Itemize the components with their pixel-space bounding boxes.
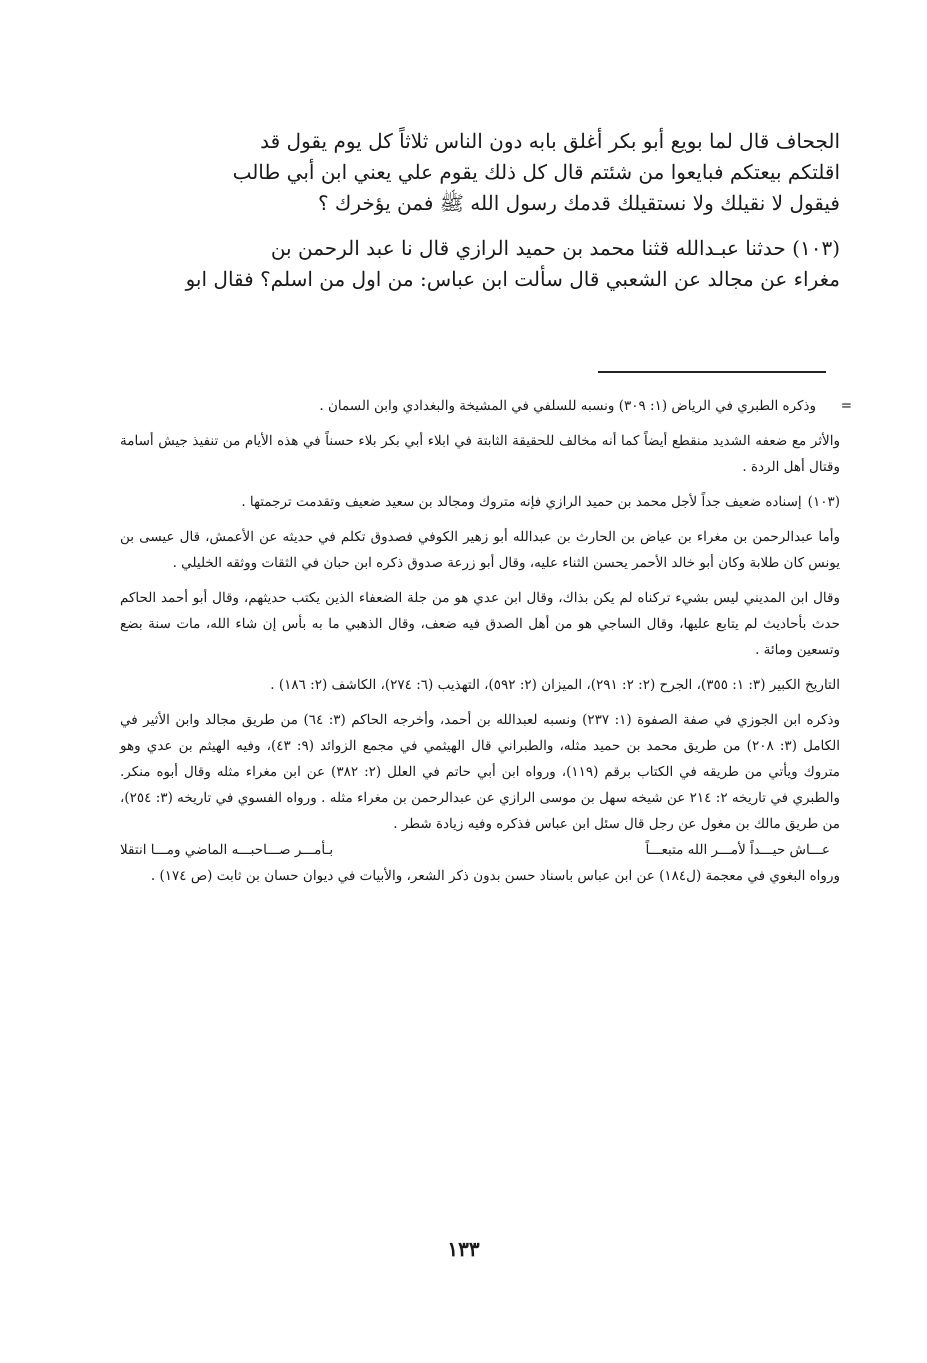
poem-hemistich-left: بـأمـــر صـــاحبـــه الماضي ومـــا انتقلا (120, 842, 334, 858)
footnote-number: (١٠٣) (807, 494, 840, 510)
main-text (120, 126, 840, 295)
poem-verse (120, 837, 840, 863)
poem-hemistich-right: عـــاش حيـــداً لأمـــر الله متبعـــاً (645, 842, 830, 858)
footnote-separator (598, 371, 826, 373)
footnotes (120, 393, 852, 889)
footnote: وأما عبدالرحمن بن مغراء بن عياض بن الحارث بن عبدالله أبو زهير الكوفي فصدوق تكلم في حديثه عن الأعمش، قال عيسى بن يونس كان طلابة وكان أبو خالد الأحمر يحسن الثناء عليه، وقال أبو زرعة صدوق ذكره ابن حبان في الثقات ووثقه الخليلي . (120, 529, 840, 571)
main-line: مغراء عن مجالد عن الشعبي قال سألت ابن عباس: من اول من اسلم؟ فقال ابو (185, 267, 840, 291)
footnote: وقال ابن المديني ليس بشيء تركناه لم يكن بذاك، وقال ابن عدي هو من جلة الضعفاء الذين يكتب حديثهم، وقال أبو أحمد الحاكم حدث بأحاديث لم يتابع عليها، وقال الساجي هو من أهل الصدق فيه ضعف، وقال الذهبي ما به بأس إن شاء الله، مات سنة بضع وتسعين ومائة . (120, 590, 840, 658)
footnote-103 (120, 489, 840, 515)
main-line: الجحاف قال لما بويع أبو بكر أغلق بابه دون الناس ثلاثاً كل يوم يقول قد (260, 129, 840, 153)
footnote-text: إسناده ضعيف جداً لأجل محمد بن حميد الرازي فإنه متروك ومجالد بن سعيد ضعيف وتقدمت ترجمتها . (241, 494, 802, 510)
page-number: ١٣٣ (447, 1237, 480, 1261)
footnote: وذكره ابن الجوزي في صفة الصفوة (١: ٢٣٧) ونسبه لعبدالله بن أحمد، وأخرجه الحاكم (٣: ٦٤) من طريق مجالد وابن الأثير في الكامل (٣: ٢٠٨) من طريق محمد بن حميد مثله، والطبراني قال الهيثمي في مجمع الزوائد (٩: ٤٣)، وفيه الهيثم بن عدي وهو متروك ويأتي من طريقه في الكتاب برقم (١١٩)، ورواه ابن أبي حاتم في العلل (٢: ٣٨٢) عن ابن مغراء مثله وقال أبوه منكر. والطبري في تاريخه ٢: ٢١٤ عن شيخه سهل بن موسى الرازي عن عبدالرحمن بن مغراء مثله . ورواه الفسوي في تاريخه (٣: ٢٥٤)، من طريق مالك بن مغول عن رجل قال سئل ابن عباس فذكره وفيه زيادة شطر . (120, 712, 841, 832)
footnote: ورواه البغوي في معجمة (ل١٨٤) عن ابن عباس باسناد حسن بدون ذكر الشعر، والأبيات في ديوان حسان بن ثابت (ص ١٧٤) . (150, 868, 840, 884)
footnote-text: وذكره الطبري في الرياض (١: ٣٠٩) ونسبه للسلفي في المشيخة والبغدادي وابن السمان . (319, 398, 816, 414)
footnote (120, 393, 852, 419)
main-line: (١٠٣) حدثنا عبـدالله قثنا محمد بن حميد الرازي قال نا عبد الرحمن بن (270, 236, 840, 260)
continuation-mark: = (840, 398, 852, 414)
main-line: اقلتكم بيعتكم فبايعوا من شئتم قال كل ذلك يقوم علي يعني ابن أبي طالب (232, 160, 840, 184)
main-line: فيقول لا نقيلك ولا نستقيلك قدمك رسول الله ﷺ فمن يؤخرك ؟ (317, 191, 840, 215)
footnote: التاريخ الكبير (٣: ١: ٣٥٥)، الجرح (٢: ٢: ٢٩١)، الميزان (٢: ٥٩٢)، التهذيب (٦: ٢٧٤)، الكاشف (٢: ١٨٦) . (270, 677, 840, 693)
footnote: والأثر مع ضعفه الشديد منقطع أيضاً كما أنه مخالف للحقيقة الثابتة في ابلاء أبي بكر بلاء حسناً في هذه الأيام من تنفيذ جيش أسامة وقتال أهل الردة . (120, 433, 840, 475)
